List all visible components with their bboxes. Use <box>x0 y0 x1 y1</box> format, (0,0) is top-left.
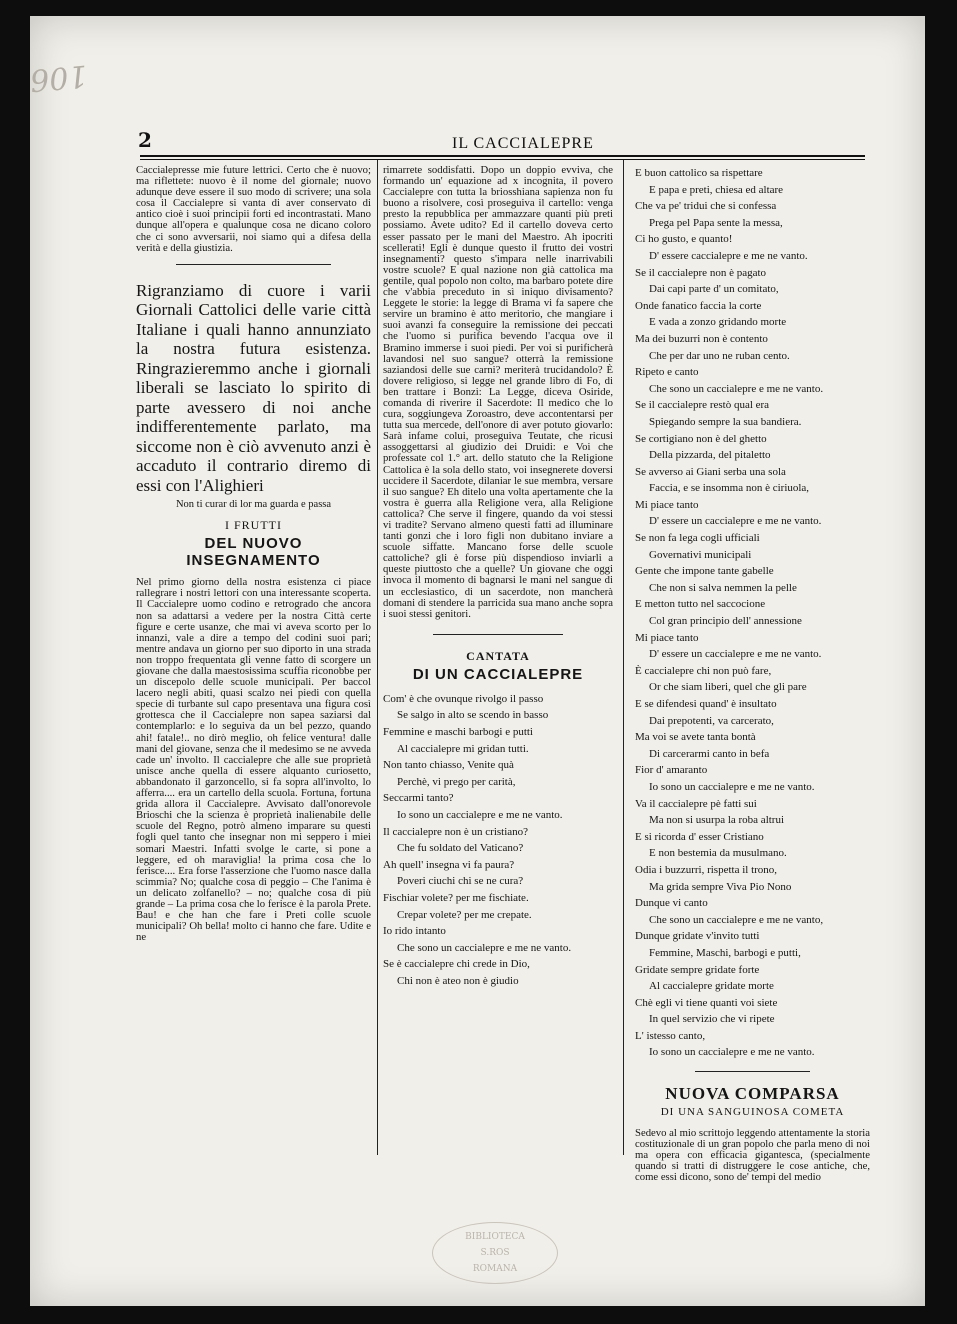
verse-line: Femmine, Maschi, barbogi e putti, <box>649 946 801 959</box>
verse-line: Onde fanatico faccia la corte <box>635 299 762 312</box>
verse-line: Dunque vi canto <box>635 897 708 910</box>
verse-line: Fischiar volete? per me fischiate. <box>383 891 529 904</box>
column-divider <box>623 160 624 1155</box>
verse-line: Dai capi parte d' un comitato, <box>649 283 779 296</box>
library-stamp <box>432 1222 558 1284</box>
masthead-title: IL CACCIALEPRE <box>452 135 594 152</box>
verse-line: Che sono un caccialepre e me ne vanto, <box>649 913 824 926</box>
verse-line: D' essere un caccialepre e me ne vanto. <box>649 648 822 661</box>
verse-line: Che fu soldato del Vaticano? <box>397 842 524 855</box>
section-divider <box>433 634 563 635</box>
cometa-body: Sedevo al mio scrittojo leggendo attentamente la storia costituzionale di un gran popolo che parla meno di noi ma opera con efficacia gigantesca, (specialmente quando si tratti di distruggere le cose antiche, che, come essi dicono, sono de' tempi del medio <box>635 1127 870 1184</box>
thanks-notice: Rigranziamo di cuore i varii Giornali Cattolici delle varie città Italiane i quali hanno annunziato la nostra futura esistenza. Ringrazieremmo anche i giornali liberali se lasciato lo spirito di parte avessero di noi anche indifferentemente parlato, ma siccome non è ciò avvenuto anzi è accaduto il contrario diremo di essi con l'Alighieri <box>136 280 371 495</box>
verse-line: Se il caccialepre restò qual era <box>635 399 770 412</box>
verse-line: Se non fa lega cogli ufficiali <box>635 532 760 545</box>
intro-paragraph: Caccialepresse mie future lettrici. Certo che è nuovo; ma riflettete: nuovo è il nome del giornale; nuovo adunque deve essere il suo modo di scrivere; una sola cosa il Caccialepre si vanta di aver conservato di antico cioè i suoi principii forti ed incontrastati. Mano dunque all'opera e qualunque cosa ne dicano coloro che ci sono avversarii, noi siamo qui a difesa della verità e della giustizia. <box>136 164 371 254</box>
column-1 <box>136 165 371 943</box>
verse-line: Seccarmi tanto? <box>383 792 454 805</box>
verse-line: Se il caccialepre non è pagato <box>635 266 767 279</box>
verse-line: Chè egli vi tiene quanti voi siete <box>635 996 778 1009</box>
verse-line: Se avverso ai Giani serba una sola <box>635 465 786 478</box>
column-divider <box>377 160 378 1155</box>
verse-line: Ma dei buzurri non è contento <box>635 332 768 345</box>
verse-line: Se cortigiano non è del ghetto <box>635 432 767 445</box>
verse-line: Della pizzarda, del pitaletto <box>649 449 771 462</box>
verse-line: Ci ho gusto, e quanto! <box>635 233 733 246</box>
article-continuation: rimarrete soddisfatti. Dopo un doppio evviva, che formando un' equazione ad x incognita, il povero Caccialepre con tutta la briosshiana sapienza non fu buono a risolvere, così proseguiva il cartello: venga presto la repubblica per ammazzare quanti più preti possiamo. Avete udito? Ed il cartello doveva certo esser passato per le mani del Maestro. Ah ipocriti scellerati! Egli è dunque questo il frutto dei vostri insegnamenti? questo s'impara nelle inarrivabili vostre scuole? E qual nazione non già cattolica ma gentile, qual popolo non colto, ma barbaro potete dire che v'abbia preceduto in sì iniquo divisamento? Leggete le storie: la legge di Brama vi fa sapere che servire un bramino è atto meritorio, che mangiare i suoi avanzi fa conseguire la remissione dei peccati che l'uomo si purifica bevendo l'acqua ove il Bramino immerse i suoi piedi. Per voi si purificherà lavandosi nel suo sangue? otterrà la remissione saziandosi delle sue carni? meriterà trucidandolo? È dovere religioso, si legge nel grande libro di Fo, di ben trattare i Bonzi: La Legge, diceva Osiride, comanda di riverire il Sacerdote: Il medico che lo cura, soggiungeva Zoroastro, deve accontentarsi per tutta sua mercede, dell'onore di aver potuto giovarlo: Sarà infame colui, proseguiva Teutate, che ricusi assoggettarsi al giudizio dei Druidi: e Voi che professate col 1.° art. dello statuto che la Religione Cattolica è la sola dello stato, voi insegnerete doversi uccidere il Sacerdote, dilaniar le sue membra, versare il suo sangue? Eh ditelo una volta apertamente che la vostra è guerra alla Religione vera, alla Religione cattolica? Che serve il fingere, quando da voi stessi vi tradite? Servano almeno questi fatti ad illuminare tanti gonzi che i loro figli non dubitano inviare a scuole siffatte. Mancano forse delle scuole cattoliche? gli è forse più dispendioso inviarli a queste piuttosto che a quelle? Un giovane che oggi invoca il momento di bagnarsi le mani nel sangue di un ecclesiastico, di un sacerdote, non mancherà domani di stendere la parricida sua mano anche sopra i suoi stessi genitori. <box>383 164 613 620</box>
verse-line: Io sono un caccialepre e me ne vanto. <box>397 809 563 821</box>
page-number: 2 <box>138 128 152 152</box>
verse-line: Va il caccialepre pè fatti sui <box>635 797 757 810</box>
verse-line: Non tanto chiasso, Venite quà <box>383 759 514 772</box>
verse-line: Dai prepotenti, va carcerato, <box>649 714 774 727</box>
verse-line: Che per dar uno ne ruban cento. <box>649 349 790 362</box>
verse-line: Che non si salva nemmen la pelle <box>649 581 797 594</box>
verse-line: Ah quell' insegna vi fa paura? <box>383 858 515 871</box>
verse-line: Al caccialepre mi gridan tutti. <box>397 742 529 755</box>
verse-line: E si ricorda d' esser Cristiano <box>635 830 764 843</box>
verse-line: Prega pel Papa sente la messa, <box>649 216 783 229</box>
verse-line: Dunque gridate v'invito tutti <box>635 930 760 943</box>
dante-quote: Non ti curar di lor ma guarda e passa <box>175 499 332 511</box>
article-title: DEL NUOVO INSEGNAMENTO <box>186 535 321 570</box>
verse-line: Or che siam liberi, quel che gli pare <box>649 681 807 694</box>
verse-line: E metton tutto nel saccocione <box>635 598 766 611</box>
cantata-title: DI UN CACCIALEPRE <box>412 665 584 683</box>
verse-line: E papa e preti, chiesa ed altare <box>649 183 784 196</box>
verse-line: E se difendesi quand' è insultato <box>635 698 777 710</box>
verse-line: E non bestemia da musulmano. <box>649 847 787 860</box>
verse-line: Col gran principio dell' annessione <box>649 615 802 628</box>
verse-line: Io rido intanto <box>383 925 446 938</box>
cometa-subtitle: DI UNA SANGUINOSA COMETA <box>660 1106 845 1119</box>
verse-line: Gridate sempre gridate forte <box>635 963 760 976</box>
verse-line: Che sono un caccialepre e me ne vanto. <box>649 382 824 395</box>
verse-line: Fior d' amaranto <box>635 764 708 777</box>
cantata-kicker: CANTATA <box>466 648 530 663</box>
verse-line: Io sono un caccialepre e me ne vanto. <box>649 1046 815 1059</box>
section-divider <box>695 1071 810 1072</box>
stamp-line: BIBLIOTECA <box>465 1232 525 1242</box>
verse-line: D' essere un caccialepre e me ne vanto. <box>649 515 822 528</box>
stamp-line: S.ROS <box>480 1248 510 1258</box>
verse-line: Ma non si usurpa la roba altrui <box>649 814 785 827</box>
verse-line: È caccialepre chi non può fare, <box>635 664 772 677</box>
header-rule <box>140 155 865 160</box>
verse-line: Perchè, vi prego per carità, <box>397 775 516 788</box>
verse-line: Spiegando sempre la sua bandiera. <box>649 415 802 428</box>
verse-line: Mi piace tanto <box>635 631 699 644</box>
verse-line: Che va pe' tridui che si confessa <box>635 200 777 213</box>
verse-line: Di carcerarmi canto in befa <box>649 747 770 760</box>
verse-line: Odia i buzzurri, rispetta il trono, <box>635 863 778 876</box>
verse-line: Se salgo in alto se scendo in basso <box>397 709 549 722</box>
cantata-verses <box>383 691 613 990</box>
verse-line: E buon cattolico sa rispettare <box>635 167 763 179</box>
verse-line: Mi piace tanto <box>635 498 699 511</box>
verse-line: Chi non è ateo non è giudio <box>397 974 519 987</box>
verse-line: Poveri ciuchi chi se ne cura? <box>397 875 524 888</box>
verse-line: Crepar volete? per me crepate. <box>397 908 532 921</box>
verse-line: Femmine e maschi barbogi e putti <box>383 726 533 739</box>
verse-line: Gente che impone tante gabelle <box>635 565 774 578</box>
verse-line: Com' è che ovunque rivolgo il passo <box>383 692 544 705</box>
verse-line: Ma voi se avete tanta bontà <box>635 731 756 744</box>
verse-line: Se è caccialepre chi crede in Dio, <box>383 958 530 971</box>
verse-line: Ripeto e canto <box>635 366 699 379</box>
verse-line: E vada a zonzo gridando morte <box>649 316 787 329</box>
verse-line: Al caccialepre gridate morte <box>649 980 774 993</box>
cometa-title: NUOVA COMPARSA <box>665 1084 840 1104</box>
column-2 <box>383 165 613 990</box>
verse-line: Io sono un caccialepre e me ne vanto. <box>649 780 815 793</box>
column-3 <box>635 165 870 1184</box>
stamp-line: ROMANA <box>472 1264 518 1274</box>
handwritten-page-number: 106 <box>28 57 89 98</box>
verse-line: Il caccialepre non è un cristiano? <box>383 825 529 838</box>
article-kicker: I FRUTTI <box>225 518 282 533</box>
verse-line: L' istesso canto, <box>635 1029 706 1042</box>
verse-line: In quel servizio che vi ripete <box>649 1013 775 1026</box>
verse-line: D' essere caccialepre e me ne vanto. <box>649 249 808 262</box>
verse-line: Faccia, e se insomma non è ciriuola, <box>649 482 810 495</box>
verse-line: Che sono un caccialepre e me ne vanto. <box>397 941 572 954</box>
verse-line: Governativi municipali <box>649 548 752 561</box>
section-divider <box>176 264 331 265</box>
article-body: Nel primo giorno della nostra esistenza ci piace rallegrare i nostri lettori con una interessante scoperta. Il Caccialepre uomo codino e retrogrado che ancora non sa adattarsi a vedere per la nostra Città certe figure e certe usanze, che mai vi aveva scorto per lo innanzi, vale a dire a tempo del codini suoi pari; mentre andava un giorno per suo diporto in una strada non troppo frequentata gli venne fatto di scorgere un giovane che dalla maestosissima scuffia riconobbe per un discepolo delle scuole municipali. Per baccol lacero negli abiti, quasi scalzo nei piedi con quella specie di turbante sul capo presentava una figura così grottesca che il Caccialepre non sapea saziarsi dal contemplarlo: e lo seguiva da un bel pezzo, quando ahi! fatale!.. no dirò meglio, oh felice ventura! dalle mani del giovane, senza che il medesimo se ne avveda cade un' involto. Il caccialepre che alle sue proprietà unisce anche quella di essere alquanto curiosetto, abbandonato il garzoncello, si fa sopra all'involto, lo afferra.... era un cartello della scuola. Fortuna, fortuna grida allora il Caccialepre. Avvisato dall'onorevole Brioschi che la scienza è proprietà inalienabile delle scuole del Regno, potrò almeno imparare su questi fogli quel tanto che insegnar non mi seppero i miei somari Maestri. Infatti svolge le carte, si pone a leggere, ed oh maraviglia! la prima cosa che lo ferisce.... Era forse l'asserzione che l'uomo nasce dalla scimmia? No; qualche cosa di peggio – Che l'anima è un delicato zolfanello? – no; qualche cosa di più grande – La prima cosa che lo ferisce è la parola Prete. Bau! e che han che fare i Preti colle scuole municipali? Oh bella! molto ci hanno che fare. Udite e ne <box>136 576 371 944</box>
cantata-verses-cont <box>635 165 870 1061</box>
verse-line: Ma grida sempre Viva Pio Nono <box>649 880 792 893</box>
